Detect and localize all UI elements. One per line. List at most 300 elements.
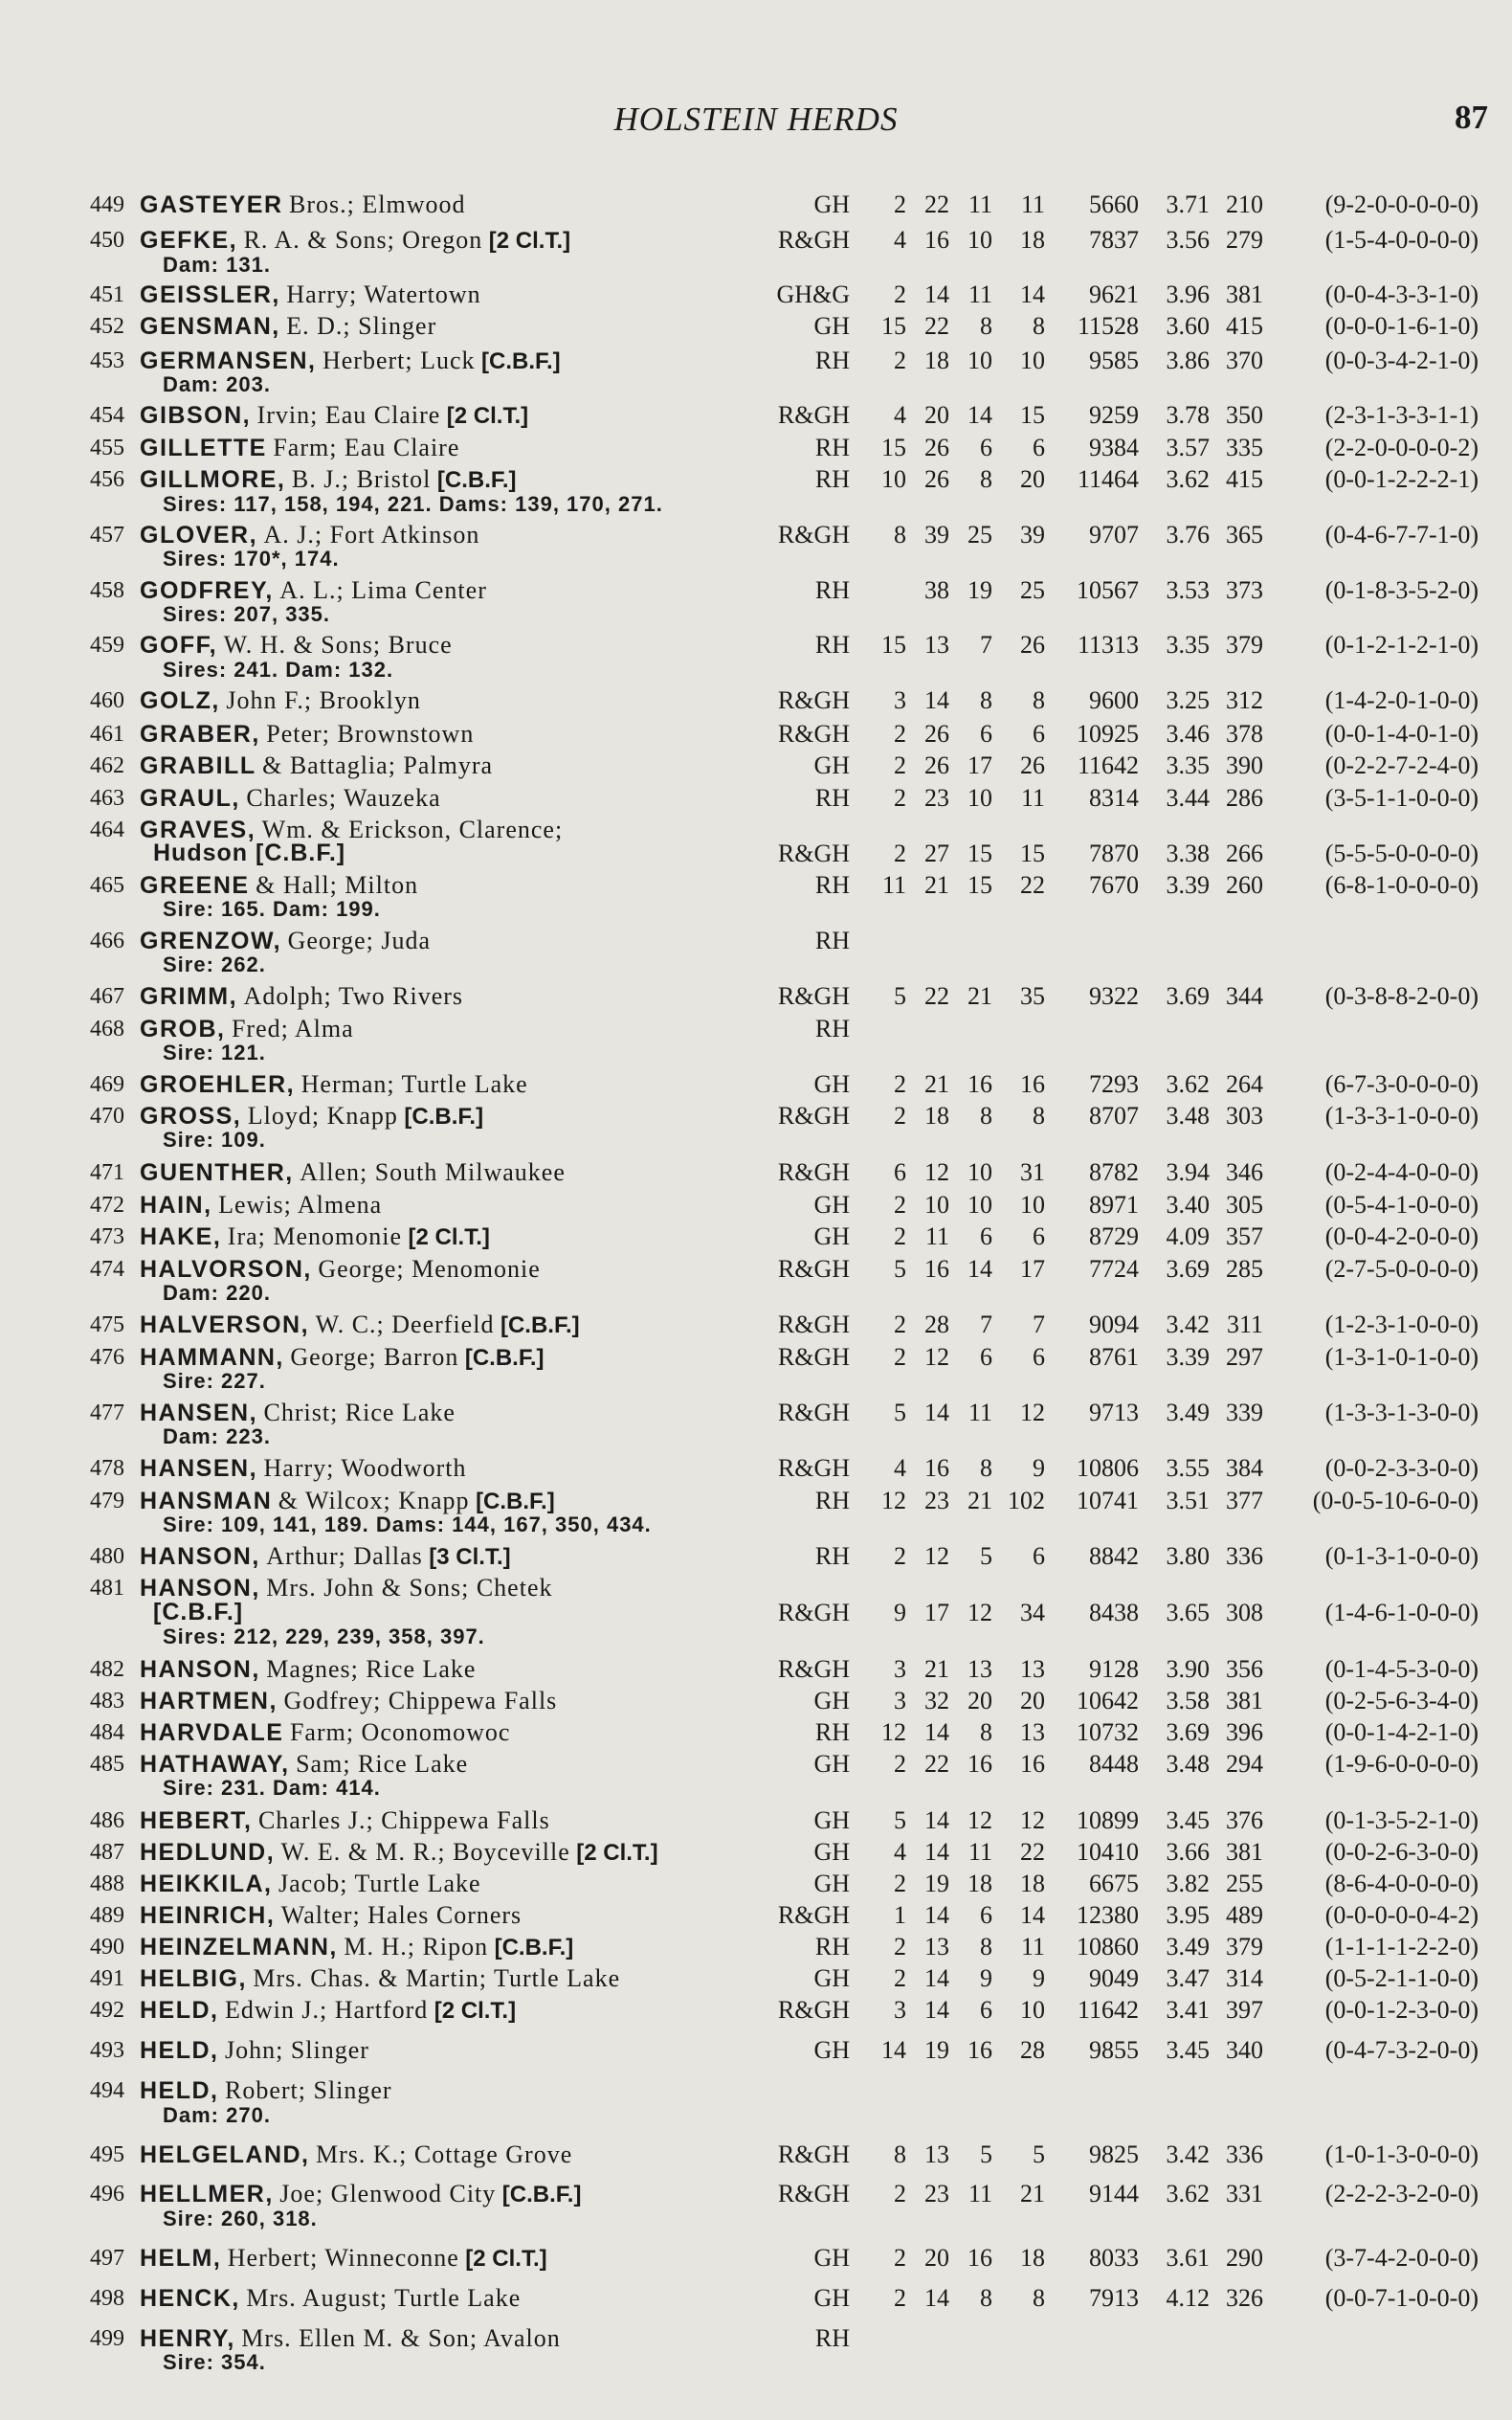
fat-lbs: 340 bbox=[1226, 2036, 1263, 2064]
owner-details: John; Slinger bbox=[225, 2036, 369, 2064]
classification-scores: (1-4-2-0-1-0-0) bbox=[1324, 686, 1479, 714]
years-on-test: 2 bbox=[894, 2244, 906, 2272]
owner-name bbox=[140, 2075, 392, 2106]
herd-entry-line bbox=[0, 433, 1512, 463]
registry-type: R&GH bbox=[777, 226, 850, 254]
fat-lbs: 331 bbox=[1226, 2180, 1263, 2207]
owner-surname: HEBERT, bbox=[140, 1807, 253, 1834]
milk-lbs: 9259 bbox=[1089, 401, 1139, 429]
lactations-count: 26 bbox=[1020, 751, 1045, 779]
owner-name bbox=[140, 1932, 573, 1963]
cows-count: 16 bbox=[924, 1255, 949, 1283]
owner-surname: GRAVES, bbox=[140, 817, 256, 843]
entry-number: 485 bbox=[90, 1752, 124, 1777]
fat-lbs: 396 bbox=[1226, 1718, 1263, 1746]
registry-type: RH bbox=[814, 576, 850, 604]
cows-count: 22 bbox=[924, 1750, 949, 1778]
lactations-count: 39 bbox=[1020, 521, 1045, 549]
owner-surname: HELD, bbox=[140, 2037, 219, 2064]
fat-percent: 3.76 bbox=[1166, 521, 1210, 549]
owner-surname: HELD, bbox=[140, 1997, 219, 2024]
registry-type: R&GH bbox=[777, 1255, 850, 1283]
herd-certification: [2 Cl.T.] bbox=[488, 228, 571, 254]
entry-number: 494 bbox=[90, 2078, 124, 2103]
cows-count: 13 bbox=[924, 1933, 949, 1961]
lactations-count: 8 bbox=[1033, 312, 1045, 340]
registry-type: R&GH bbox=[777, 401, 850, 429]
milk-lbs: 7293 bbox=[1089, 1070, 1139, 1098]
classification-scores: (1-0-1-3-0-0-0) bbox=[1324, 2140, 1479, 2168]
owner-details: Walter; Hales Corners bbox=[280, 1901, 523, 1929]
fat-percent: 3.51 bbox=[1166, 1487, 1210, 1514]
records-count: 6 bbox=[980, 1343, 992, 1371]
years-on-test: 2 bbox=[894, 2180, 906, 2207]
years-on-test: 2 bbox=[894, 1222, 906, 1250]
fat-lbs: 350 bbox=[1226, 401, 1263, 429]
cows-count: 14 bbox=[924, 1996, 949, 2024]
fat-percent: 3.47 bbox=[1166, 1964, 1210, 1992]
fat-percent: 3.49 bbox=[1166, 1933, 1210, 1961]
entry-number: 482 bbox=[90, 1657, 124, 1682]
owner-details: Harry; Woodworth bbox=[263, 1454, 467, 1482]
owner-surname: HEINZELMANN, bbox=[140, 1934, 338, 1961]
registry-type: GH bbox=[813, 1806, 850, 1834]
registry-type: R&GH bbox=[777, 1599, 850, 1626]
owner-name bbox=[140, 1837, 658, 1869]
years-on-test: 11 bbox=[881, 871, 906, 899]
lactations-count: 34 bbox=[1020, 1599, 1045, 1626]
years-on-test: 8 bbox=[894, 2140, 906, 2168]
classification-scores: (0-2-5-6-3-4-0) bbox=[1324, 1687, 1479, 1714]
years-on-test: 2 bbox=[894, 1964, 906, 1992]
owner-surname: GOLZ, bbox=[140, 687, 220, 714]
sire-dam-references: Sire: 121. bbox=[163, 1041, 266, 1064]
registry-type: R&GH bbox=[777, 840, 850, 867]
years-on-test: 9 bbox=[894, 1599, 906, 1626]
entry-number: 451 bbox=[90, 282, 124, 307]
years-on-test: 14 bbox=[881, 2036, 906, 2064]
records-count: 6 bbox=[980, 1901, 992, 1929]
years-on-test: 4 bbox=[894, 401, 906, 429]
lactations-count: 6 bbox=[1033, 1542, 1045, 1570]
classification-scores: (0-1-2-1-2-1-0) bbox=[1324, 631, 1479, 659]
fat-percent: 3.39 bbox=[1166, 871, 1210, 899]
entry-number: 489 bbox=[90, 1903, 124, 1928]
entry-number: 467 bbox=[90, 984, 124, 1009]
fat-percent: 3.62 bbox=[1166, 2180, 1210, 2207]
lactations-count: 35 bbox=[1020, 982, 1045, 1010]
years-on-test: 2 bbox=[894, 1933, 906, 1961]
records-count: 8 bbox=[980, 465, 992, 493]
cows-count: 23 bbox=[924, 1487, 949, 1514]
sire-dam-references: Dam: 203. bbox=[163, 372, 271, 396]
herd-entry-line bbox=[0, 1221, 1512, 1252]
fat-lbs: 339 bbox=[1226, 1399, 1263, 1426]
records-count: 5 bbox=[980, 2140, 992, 2168]
registry-type: RH bbox=[814, 1015, 850, 1042]
cows-count: 21 bbox=[924, 1070, 949, 1098]
classification-scores: (0-0-5-10-6-0-0) bbox=[1312, 1487, 1479, 1514]
lactations-count: 13 bbox=[1020, 1718, 1045, 1746]
cows-count: 39 bbox=[924, 521, 949, 549]
registry-type: GH bbox=[813, 1070, 850, 1098]
classification-scores: (1-1-1-1-2-2-0) bbox=[1324, 1933, 1479, 1961]
owner-details: Herbert; Winneconne bbox=[227, 2244, 459, 2272]
entry-number: 484 bbox=[90, 1720, 124, 1745]
milk-lbs: 9825 bbox=[1089, 2140, 1139, 2168]
classification-scores: (0-2-4-4-0-0-0) bbox=[1324, 1158, 1479, 1186]
owner-details: Edwin J.; Hartford bbox=[225, 1996, 429, 2024]
owner-surname: HALVORSON, bbox=[140, 1256, 312, 1283]
entry-number: 486 bbox=[90, 1808, 124, 1833]
owner-details: Jacob; Turtle Lake bbox=[278, 1870, 481, 1897]
cows-count: 14 bbox=[924, 1901, 949, 1929]
fat-lbs: 397 bbox=[1226, 1996, 1263, 2024]
milk-lbs: 8314 bbox=[1089, 784, 1139, 812]
records-count: 8 bbox=[980, 1454, 992, 1482]
owner-details: Peter; Brownstown bbox=[266, 720, 475, 748]
lactations-count: 31 bbox=[1020, 1158, 1045, 1186]
years-on-test: 12 bbox=[881, 1718, 906, 1746]
years-on-test: 2 bbox=[894, 280, 906, 308]
milk-lbs: 10860 bbox=[1077, 1933, 1139, 1961]
sire-dam-references: Dam: 131. bbox=[163, 253, 271, 277]
owner-details: Mrs. Ellen M. & Son; Avalon bbox=[241, 2324, 561, 2352]
owner-surname: GILLMORE, bbox=[140, 466, 286, 493]
classification-scores: (0-0-1-4-0-1-0) bbox=[1324, 720, 1479, 748]
classification-scores: (1-3-3-1-0-0-0) bbox=[1324, 1102, 1479, 1130]
sire-dam-references: Dam: 223. bbox=[163, 1424, 271, 1448]
milk-lbs: 8842 bbox=[1089, 1542, 1139, 1570]
fat-lbs: 285 bbox=[1226, 1255, 1263, 1283]
classification-scores: (6-7-3-0-0-0-0) bbox=[1324, 1070, 1479, 1098]
lactations-count: 10 bbox=[1020, 1996, 1045, 2024]
herd-entry-line bbox=[0, 685, 1512, 716]
owner-surname: HANSEN, bbox=[140, 1455, 258, 1482]
herd-entry-line bbox=[0, 464, 1512, 495]
milk-lbs: 10410 bbox=[1077, 1838, 1139, 1866]
classification-scores: (1-9-6-0-0-0-0) bbox=[1324, 1750, 1479, 1778]
entry-number: 463 bbox=[90, 786, 124, 811]
registry-type: GH bbox=[813, 1222, 850, 1250]
milk-lbs: 9600 bbox=[1089, 686, 1139, 714]
records-count: 7 bbox=[980, 631, 992, 659]
owner-details: A. J.; Fort Atkinson bbox=[263, 521, 480, 549]
years-on-test: 5 bbox=[894, 982, 906, 1010]
cows-count: 22 bbox=[924, 312, 949, 340]
owner-name bbox=[140, 311, 436, 342]
herd-entry-line bbox=[0, 783, 1512, 814]
cows-count: 12 bbox=[924, 1343, 949, 1371]
owner-surname: GEFKE, bbox=[140, 227, 238, 254]
herd-certification: [2 Cl.T.] bbox=[408, 1224, 490, 1250]
milk-lbs: 9621 bbox=[1089, 280, 1139, 308]
herd-certification: [C.B.F.] bbox=[494, 1935, 574, 1961]
owner-surname: HANSON, bbox=[140, 1543, 260, 1570]
entry-number: 456 bbox=[90, 467, 124, 492]
milk-lbs: 8761 bbox=[1089, 1343, 1139, 1371]
owner-surname: GASTEYER bbox=[140, 191, 283, 218]
milk-lbs: 7837 bbox=[1089, 226, 1139, 254]
sire-dam-references: Sire: 227. bbox=[163, 1369, 266, 1393]
years-on-test: 8 bbox=[894, 521, 906, 549]
cows-count: 14 bbox=[924, 1806, 949, 1834]
years-on-test: 2 bbox=[894, 1542, 906, 1570]
years-on-test: 2 bbox=[894, 190, 906, 218]
classification-scores: (0-5-2-1-1-0-0) bbox=[1324, 1964, 1479, 1992]
owner-surname: GRENZOW, bbox=[140, 928, 282, 954]
owner-name bbox=[140, 2283, 521, 2314]
herd-entry-line bbox=[0, 2283, 1512, 2314]
entry-number: 449 bbox=[90, 192, 124, 217]
cows-count: 23 bbox=[924, 784, 949, 812]
registry-type: RH bbox=[814, 1487, 850, 1514]
registry-type: R&GH bbox=[777, 1158, 850, 1186]
entry-number: 468 bbox=[90, 1017, 124, 1042]
owner-surname: GLOVER, bbox=[140, 522, 258, 549]
fat-percent: 3.80 bbox=[1166, 1542, 1210, 1570]
herd-certification: [3 Cl.T.] bbox=[429, 1544, 511, 1570]
fat-percent: 3.69 bbox=[1166, 982, 1210, 1010]
herd-certification: [C.B.F.] bbox=[500, 1312, 580, 1338]
sire-dam-references: Dam: 270. bbox=[163, 2103, 271, 2127]
records-count: 14 bbox=[967, 401, 992, 429]
years-on-test: 2 bbox=[894, 1870, 906, 1897]
sire-dam-references: Sire: 165. Dam: 199. bbox=[163, 897, 381, 921]
registry-type: R&GH bbox=[777, 1311, 850, 1338]
fat-lbs: 381 bbox=[1226, 1838, 1263, 1866]
classification-scores: (0-1-3-1-0-0-0) bbox=[1324, 1542, 1479, 1570]
fat-lbs: 381 bbox=[1226, 280, 1263, 308]
fat-lbs: 370 bbox=[1226, 347, 1263, 374]
entry-number: 469 bbox=[90, 1072, 124, 1097]
cows-count: 16 bbox=[924, 226, 949, 254]
fat-percent: 3.96 bbox=[1166, 280, 1210, 308]
classification-scores: (0-4-7-3-2-0-0) bbox=[1324, 2036, 1479, 2064]
milk-lbs: 9049 bbox=[1089, 1964, 1139, 1992]
lactations-count: 9 bbox=[1033, 1964, 1045, 1992]
milk-lbs: 9707 bbox=[1089, 521, 1139, 549]
fat-percent: 3.40 bbox=[1166, 1191, 1210, 1219]
records-count: 6 bbox=[980, 1996, 992, 2024]
milk-lbs: 8033 bbox=[1089, 2244, 1139, 2272]
cows-count: 22 bbox=[924, 982, 949, 1010]
years-on-test: 3 bbox=[894, 686, 906, 714]
owner-surname: HEINRICH, bbox=[140, 1902, 276, 1929]
milk-lbs: 9322 bbox=[1089, 982, 1139, 1010]
owner-surname: HEDLUND, bbox=[140, 1839, 276, 1866]
owner-surname: GIBSON, bbox=[140, 402, 252, 429]
fat-lbs: 266 bbox=[1226, 840, 1263, 867]
fat-percent: 3.78 bbox=[1166, 401, 1210, 429]
owner-surname: HENRY, bbox=[140, 2325, 235, 2352]
classification-scores: (3-5-1-1-0-0-0) bbox=[1324, 784, 1479, 812]
owner-details: Mrs. Chas. & Martin; Turtle Lake bbox=[253, 1964, 621, 1992]
registry-type: RH bbox=[814, 871, 850, 899]
owner-details: & Wilcox; Knapp bbox=[278, 1487, 470, 1514]
fat-percent: 3.38 bbox=[1166, 840, 1210, 867]
entry-number: 462 bbox=[90, 753, 124, 778]
owner-details: Sam; Rice Lake bbox=[296, 1750, 469, 1778]
cows-count: 12 bbox=[924, 1158, 949, 1186]
herd-entry-line bbox=[0, 1900, 1512, 1931]
records-count: 15 bbox=[967, 871, 992, 899]
classification-scores: (2-7-5-0-0-0-0) bbox=[1324, 1255, 1479, 1283]
registry-type: R&GH bbox=[777, 1454, 850, 1482]
records-count: 20 bbox=[967, 1687, 992, 1714]
fat-percent: 3.82 bbox=[1166, 1870, 1210, 1897]
fat-percent: 3.42 bbox=[1166, 1311, 1210, 1338]
owner-surname: GODFREY, bbox=[140, 577, 274, 604]
milk-lbs: 9713 bbox=[1089, 1399, 1139, 1426]
fat-percent: 3.56 bbox=[1166, 226, 1210, 254]
registry-type: GH bbox=[813, 2036, 850, 2064]
fat-percent: 4.09 bbox=[1166, 1222, 1210, 1250]
entry-number: 478 bbox=[90, 1456, 124, 1481]
fat-percent: 3.65 bbox=[1166, 1599, 1210, 1626]
fat-percent: 3.94 bbox=[1166, 1158, 1210, 1186]
owner-details: & Hall; Milton bbox=[256, 871, 419, 899]
cows-count: 19 bbox=[924, 2036, 949, 2064]
owner-surname: GRAUL, bbox=[140, 785, 240, 812]
records-count: 6 bbox=[980, 434, 992, 461]
classification-scores: (0-1-3-5-2-1-0) bbox=[1324, 1806, 1479, 1834]
milk-lbs: 11313 bbox=[1077, 631, 1139, 659]
herd-entry-line bbox=[0, 2179, 1512, 2209]
fat-percent: 3.35 bbox=[1166, 751, 1210, 779]
cows-count: 16 bbox=[924, 1454, 949, 1482]
fat-percent: 3.25 bbox=[1166, 686, 1210, 714]
herd-certification: [C.B.F.] bbox=[404, 1104, 484, 1130]
owner-name bbox=[140, 1900, 522, 1931]
milk-lbs: 10741 bbox=[1077, 1487, 1139, 1514]
lactations-count: 26 bbox=[1020, 631, 1045, 659]
owner-details: R. A. & Sons; Oregon bbox=[243, 226, 483, 254]
herd-entry-line bbox=[0, 2035, 1512, 2066]
entry-number: 475 bbox=[90, 1312, 124, 1337]
years-on-test: 2 bbox=[894, 1750, 906, 1778]
fat-lbs: 336 bbox=[1226, 2140, 1263, 2168]
fat-lbs: 377 bbox=[1226, 1487, 1263, 1514]
cows-count: 38 bbox=[924, 576, 949, 604]
classification-scores: (0-0-2-3-3-0-0) bbox=[1324, 1454, 1479, 1482]
sire-dam-references: Sires: 207, 335. bbox=[163, 602, 331, 626]
classification-scores: (0-0-7-1-0-0-0) bbox=[1324, 2284, 1479, 2312]
owner-details: Wm. & Erickson, Clarence; bbox=[261, 816, 564, 843]
sire-dam-references: Sires: 212, 229, 239, 358, 397. bbox=[163, 1625, 485, 1648]
owner-details: Bros.; Elmwood bbox=[289, 190, 466, 218]
milk-lbs: 10642 bbox=[1077, 1687, 1139, 1714]
classification-scores: (0-0-0-1-6-1-0) bbox=[1324, 312, 1479, 340]
records-count: 19 bbox=[967, 576, 992, 604]
records-count: 11 bbox=[967, 190, 992, 218]
milk-lbs: 8782 bbox=[1089, 1158, 1139, 1186]
classification-scores: (0-2-2-7-2-4-0) bbox=[1324, 751, 1479, 779]
lactations-count: 20 bbox=[1020, 1687, 1045, 1714]
lactations-count: 13 bbox=[1020, 1655, 1045, 1683]
entry-number: 483 bbox=[90, 1689, 124, 1714]
years-on-test: 15 bbox=[881, 434, 906, 461]
classification-scores: (9-2-0-0-0-0-0) bbox=[1324, 190, 1479, 218]
lactations-count: 8 bbox=[1033, 1102, 1045, 1130]
owner-details: Magnes; Rice Lake bbox=[266, 1655, 477, 1683]
classification-scores: (1-2-3-1-0-0-0) bbox=[1324, 1311, 1479, 1338]
fat-percent: 4.12 bbox=[1166, 2284, 1210, 2312]
herd-entry-line bbox=[0, 1686, 1512, 1716]
records-count: 10 bbox=[967, 1158, 992, 1186]
classification-scores: (1-3-1-0-1-0-0) bbox=[1324, 1343, 1479, 1371]
years-on-test: 12 bbox=[881, 1487, 906, 1514]
lactations-count: 10 bbox=[1020, 347, 1045, 374]
fat-percent: 3.49 bbox=[1166, 1399, 1210, 1426]
classification-scores: (6-8-1-0-0-0-0) bbox=[1324, 871, 1479, 899]
entry-number: 495 bbox=[90, 2142, 124, 2167]
lactations-count: 6 bbox=[1033, 720, 1045, 748]
classification-scores: (0-0-1-2-2-2-1) bbox=[1324, 465, 1479, 493]
milk-lbs: 9855 bbox=[1089, 2036, 1139, 2064]
fat-percent: 3.95 bbox=[1166, 1901, 1210, 1929]
fat-percent: 3.62 bbox=[1166, 1070, 1210, 1098]
records-count: 8 bbox=[980, 686, 992, 714]
fat-lbs: 303 bbox=[1226, 1102, 1263, 1130]
lactations-count: 16 bbox=[1020, 1070, 1045, 1098]
owner-surname: HENCK, bbox=[140, 2285, 240, 2312]
fat-lbs: 378 bbox=[1226, 720, 1263, 748]
fat-percent: 3.69 bbox=[1166, 1718, 1210, 1746]
records-count: 11 bbox=[967, 2180, 992, 2207]
owner-name bbox=[140, 751, 493, 781]
classification-scores: (1-3-3-1-3-0-0) bbox=[1324, 1399, 1479, 1426]
lactations-count: 6 bbox=[1033, 434, 1045, 461]
herd-certification: [C.B.F.] bbox=[464, 1345, 545, 1371]
fat-lbs: 381 bbox=[1226, 1687, 1263, 1714]
fat-lbs: 264 bbox=[1226, 1070, 1263, 1098]
classification-scores: (0-0-1-4-2-1-0) bbox=[1324, 1718, 1479, 1746]
entry-number: 471 bbox=[90, 1160, 124, 1185]
owner-details: Lloyd; Knapp bbox=[247, 1102, 398, 1130]
sire-dam-references: Sire: 354. bbox=[163, 2350, 266, 2374]
owner-name bbox=[140, 630, 453, 661]
fat-percent: 3.39 bbox=[1166, 1343, 1210, 1371]
owner-name bbox=[140, 190, 465, 220]
classification-scores: (1-5-4-0-0-0-0) bbox=[1324, 226, 1479, 254]
cows-count: 21 bbox=[924, 1655, 949, 1683]
owner-details: George; Barron bbox=[290, 1343, 459, 1371]
registry-type: GH bbox=[813, 1964, 850, 1992]
owner-surname: HALVERSON, bbox=[140, 1311, 310, 1338]
herd-entry-line bbox=[0, 1869, 1512, 1899]
owner-name bbox=[140, 783, 441, 814]
lactations-count: 12 bbox=[1020, 1399, 1045, 1426]
years-on-test: 4 bbox=[894, 1454, 906, 1482]
entry-number: 457 bbox=[90, 523, 124, 548]
cows-count: 13 bbox=[924, 2140, 949, 2168]
years-on-test: 2 bbox=[894, 840, 906, 867]
cows-count: 17 bbox=[924, 1599, 949, 1626]
years-on-test: 2 bbox=[894, 720, 906, 748]
records-count: 8 bbox=[980, 1933, 992, 1961]
fat-lbs: 294 bbox=[1226, 1750, 1263, 1778]
owner-name bbox=[140, 1310, 580, 1341]
owner-name bbox=[140, 1069, 528, 1100]
entry-number: 454 bbox=[90, 403, 124, 428]
owner-surname: HELGELAND, bbox=[140, 2141, 310, 2168]
herd-entry-line bbox=[0, 1453, 1512, 1484]
herd-entry-line bbox=[0, 1069, 1512, 1100]
years-on-test: 5 bbox=[894, 1806, 906, 1834]
fat-lbs: 384 bbox=[1226, 1454, 1263, 1482]
fat-lbs: 357 bbox=[1226, 1222, 1263, 1250]
